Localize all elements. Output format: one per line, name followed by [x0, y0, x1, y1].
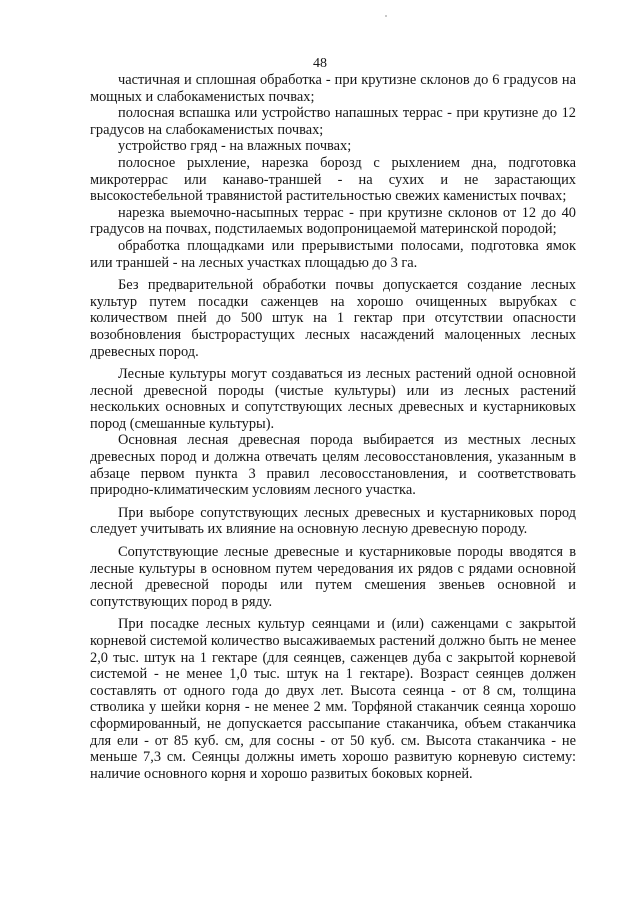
paragraph-12: При посадке лесных культур сеянцами и (или) саженцами с закрытой корневой системой количество высаживаемых растений должно быть не менее 2,0 тыс. штук на 1 гектаре (для сеянцев, саженцев дуба с закрытой корневой системой - не менее 1,0 тыс. штук на 1 гектаре). Возраст сеянцев должен составлять от одного года до двух лет. Высота сеянца - от 8 см, толщина стволика у шейки корня - не менее 2 мм. Торфяной стаканчик сеянца хорошо сформированный, не допускается рассыпание стаканчика, объем стаканчика для ели - от 85 куб. см, для сосны - от 50 куб. см. Высота стаканчика - не меньше 7,3 см. Сеянцы должны иметь хорошо развитую корневую систему: наличие основного корня и хорошо развитых боковых корней. [90, 616, 576, 782]
paragraph-5: нарезка выемочно-насыпных террас - при крутизне склонов от 12 до 40 градусов на почвах, подстилаемых водопроницаемой материнской породой; [90, 204, 576, 238]
paragraph-6: обработка площадками или прерывистыми полосами, подготовка ямок или траншей - на лесных участках площадью до 3 га. [90, 237, 576, 271]
scan-speck [385, 15, 387, 17]
paragraph-4: полосное рыхление, нарезка борозд с рыхлением дна, подготовка микротеррас или канаво-траншей - на сухих и не зарастающих высокостебельной травянистой растительностью свежих каменистых почвах; [90, 154, 576, 205]
paragraph-11: Сопутствующие лесные древесные и кустарниковые породы вводятся в лесные культуры в основном путем чередования их рядов с рядами основной лесной древесной породы или путем смешения звеньев основной и сопутствующих пород в ряду. [90, 544, 576, 610]
paragraph-9: Основная лесная древесная порода выбирается из местных лесных древесных пород и должна отвечать целям лесовосстановления, указанным в абзаце первом пункта 3 правил лесовосстановления, и соответствовать природно-климатическим условиям лесного участка. [90, 432, 576, 499]
page-number: 48 [313, 56, 327, 71]
paragraph-10: При выборе сопутствующих лесных древесных и кустарниковых пород следует учитывать их влияние на основную лесную древесную породу. [90, 504, 576, 538]
paragraph-3: устройство гряд - на влажных почвах; [118, 138, 352, 155]
paragraph-8: Лесные культуры могут создаваться из лесных растений одной основной лесной древесной породы (чистые культуры) или из лесных растений нескольких основных и сопутствующих лесных древесных и кустарниковых пород (смешанные культуры). [90, 366, 576, 432]
paragraph-2: полосная вспашка или устройство напашных террас - при крутизне до 12 градусов на слабокаменистых почвах; [90, 105, 576, 138]
paragraph-7: Без предварительной обработки почвы допускается создание лесных культур путем посадки саженцев на хорошо очищенных вырубках с количеством пней до 500 штук на 1 гектар при отсутствии опасности возобновления быстрорастущих лесных насаждений малоценных лесных древесных пород. [90, 277, 576, 360]
paragraph-1: частичная и сплошная обработка - при крутизне склонов до 6 градусов на мощных и слабокаменистых почвах; [90, 72, 576, 105]
document-body [90, 72, 576, 782]
